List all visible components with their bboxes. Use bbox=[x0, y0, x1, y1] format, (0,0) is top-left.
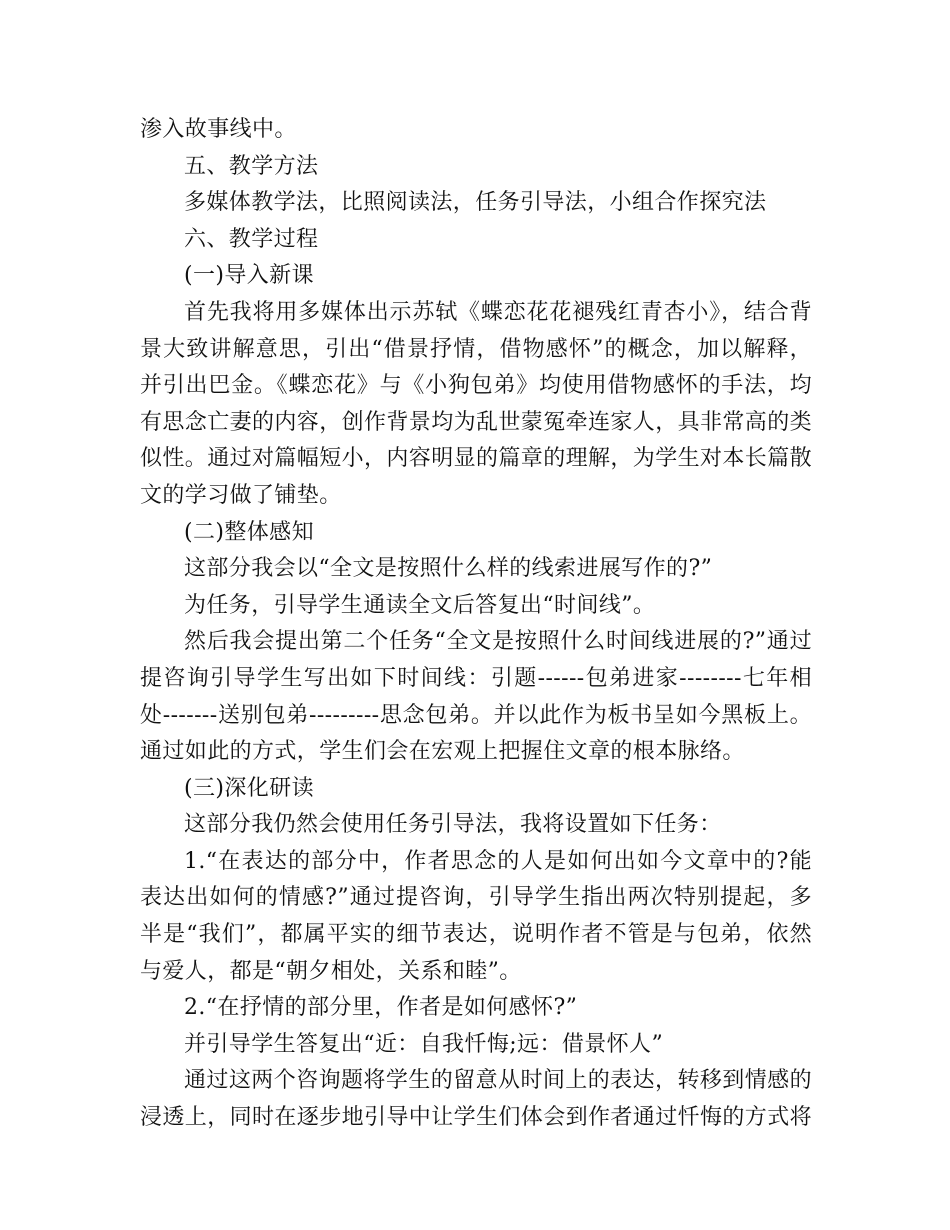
subheading-deep-reading: (三)深化研读 bbox=[184, 775, 314, 801]
paragraph-overall-answer: 为任务，引导学生通读全文后答复出“时间线”。 bbox=[184, 592, 656, 618]
paragraph-introduction: 首先我将用多媒体出示苏轼《蝶恋花花褪残红青杏小》，结合背景大致讲解意思，引出“借景抒情，借物感怀”的概念，加以解释，并引出巴金。《蝶恋花》与《小狗包弟》均使用借物感怀的手法，均有思念亡妻的内容，创作背景均为乱世蒙冤牵连家人，具非常高的类似性。通过对篇幅短小，内容明显的篇章的理解，为学生对本长篇散文的学习做了铺垫。 bbox=[140, 299, 813, 508]
section-heading-teaching-process: 六、教学过程 bbox=[184, 226, 319, 252]
paragraph-deep-reading-intro: 这部分我仍然会使用任务引导法，我将设置如下任务： bbox=[184, 812, 722, 838]
subheading-overall-perception: (二)整体感知 bbox=[184, 519, 314, 545]
paragraph-task-2-answer: 并引导学生答复出“近：自我忏悔;远：借景怀人” bbox=[184, 1031, 664, 1057]
section-heading-teaching-methods: 五、教学方法 bbox=[184, 153, 319, 179]
paragraph-task-2: 2.“在抒情的部分里，作者是如何感怀?” bbox=[184, 995, 578, 1021]
paragraph-continuation: 渗入故事线中。 bbox=[140, 117, 297, 142]
paragraph-teaching-methods: 多媒体教学法，比照阅读法，任务引导法，小组合作探究法 bbox=[184, 190, 767, 216]
paragraph-conclusion: 通过这两个咨询题将学生的留意从时间上的表达，转移到情感的浸透上，同时在逐步地引导中让学生们体会到作者通过忏悔的方式将 bbox=[140, 1068, 813, 1131]
subheading-introduction: (一)导入新课 bbox=[184, 263, 314, 289]
paragraph-overall-task: 这部分我会以“全文是按照什么样的线索进展写作的?” bbox=[184, 556, 713, 582]
paragraph-timeline: 然后我会提出第二个任务“全文是按照什么时间线进展的?”通过提咨询引导学生写出如下时间线：引题------包弟进家--------七年相处-------送别包弟---------思念包弟。并以此作为板书呈如今黑板上。通过如此的方式，学生们会在宏观上把握住文章的根本脉络。 bbox=[140, 629, 812, 765]
document-body bbox=[140, 112, 812, 1137]
paragraph-task-1: 1.“在表达的部分中，作者思念的人是如何出如今文章中的?能表达出如何的情感?”通过提咨询，引导学生指出两次特别提起，多半是“我们”，都属平实的细节表达，说明作者不管是与包弟，依然与爱人，都是“朝夕相处，关系和睦”。 bbox=[140, 848, 812, 984]
